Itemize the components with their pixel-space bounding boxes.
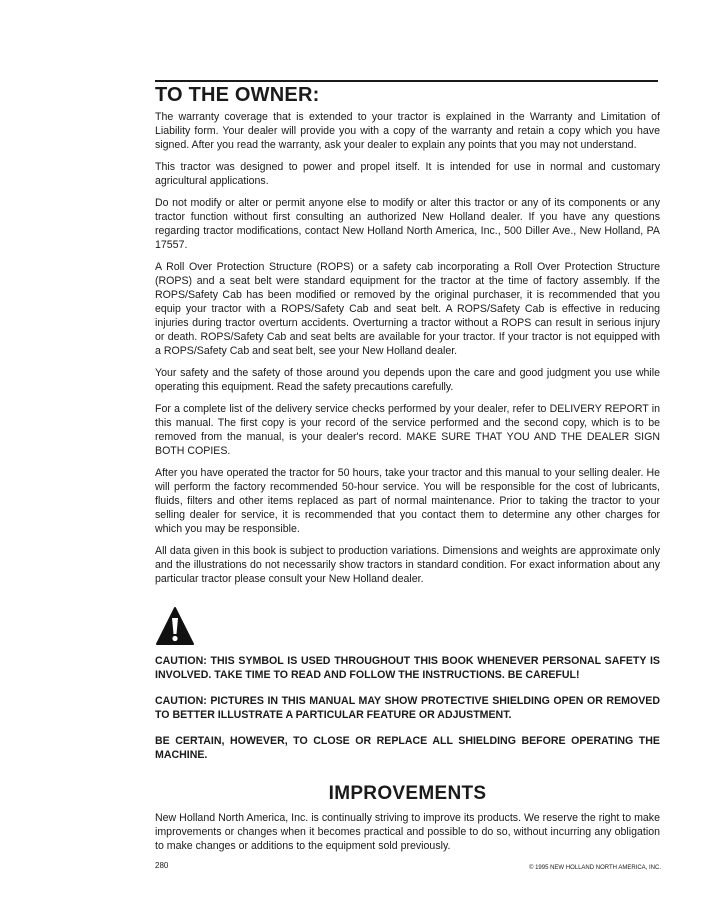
improvements-heading: IMPROVEMENTS xyxy=(328,783,487,804)
title-rule xyxy=(155,80,658,82)
paragraph-design: This tractor was designed to power and propel itself. It is intended for use in normal and customary agricultural applications. xyxy=(155,161,660,187)
paragraph-data: All data given in this book is subject to production variations. Dimensions and weights are approximate only and the illustrations do not necessarily show tractors in standard condition. For exact information about any particular tractor please consult your New Holland dealer. xyxy=(155,545,660,585)
caution-symbol-text: CAUTION: THIS SYMBOL IS USED THROUGHOUT THIS BOOK WHENEVER PERSONAL SAFETY IS INVOLVED. TAKE TIME TO READ AND FOLLOW THE INSTRUCTIONS. BE CAREFUL! xyxy=(155,655,660,681)
paragraph-50-hour: After you have operated the tractor for 50 hours, take your tractor and this manual to your selling dealer. He will perform the factory recommended 50-hour service. You will be responsible for the cost of lubricants, fluids, filters and other items replaced as part of normal maintenance. Prior to taking the tractor to your selling dealer for service, it is recommended that you contact them to determine any other charges for which you may be responsible. xyxy=(155,467,660,535)
owner-section xyxy=(155,110,660,594)
paragraph-warranty: The warranty coverage that is extended to your tractor is explained in the Warranty and Limitation of Liability form. Your dealer will provide you with a copy of the warranty and retain a copy which you have signed. After you read the warranty, ask your dealer to explain any points that you may not understand. xyxy=(155,111,660,151)
caution-close-shielding-text: BE CERTAIN, HOWEVER, TO CLOSE OR REPLACE ALL SHIELDING BEFORE OPERATING THE MACHINE. xyxy=(155,735,660,761)
page-number: 280 xyxy=(155,861,169,870)
paragraph-delivery: For a complete list of the delivery service checks performed by your dealer, refer to DELIVERY REPORT in this manual. The first copy is your record of the service performed and the second copy, which is to be removed from the manual, is your dealer's record. MAKE SURE THAT YOU AND THE DEALER SIGN BOTH COPIES. xyxy=(155,403,660,457)
caution-shielding-text: CAUTION: PICTURES IN THIS MANUAL MAY SHOW PROTECTIVE SHIELDING OPEN OR REMOVED TO BETTER ILLUSTRATE A PARTICULAR FEATURE OR ADJUSTMENT. xyxy=(155,695,660,721)
paragraph-safety: Your safety and the safety of those around you depends upon the care and good judgment you use while operating this equipment. Read the safety precautions carefully. xyxy=(155,367,660,393)
improvements-text: New Holland North America, Inc. is continually striving to improve its products. We reserve the right to make improvements or changes when it becomes practical and possible to do so, without incurring any obligation to make changes or additions to the equipment sold previously. xyxy=(155,812,660,852)
page-title: TO THE OWNER: xyxy=(155,84,320,106)
caution-icon xyxy=(155,606,195,646)
caution-section xyxy=(155,654,660,774)
copyright-notice: © 1995 NEW HOLLAND NORTH AMERICA, INC. xyxy=(528,865,661,871)
paragraph-rops: A Roll Over Protection Structure (ROPS) or a safety cab incorporating a Roll Over Protection Structure (ROPS) and a seat belt were standard equipment for the tractor at the time of factory assembly. If the ROPS/Safety Cab has been modified or removed by the original purchaser, it is recommended that you equip your tractor with a ROPS/Safety Cab and seat belt. A ROPS/Safety Cab is effective in reducing injuries during tractor overturn accidents. Overturning a tractor without a ROPS can result in serious injury or death. ROPS/Safety Cab and seat belts are available for your tractor. If your tractor is not equipped with a ROPS/Safety Cab and seat belt, see your New Holland dealer. xyxy=(155,261,660,357)
paragraph-modifications: Do not modify or alter or permit anyone else to modify or alter this tractor or any of its components or any tractor function without first consulting an authorized New Holland dealer. If you have any questions regarding tractor modifications, contact New Holland North America, Inc., 500 Diller Ave., New Holland, PA 17557. xyxy=(155,197,660,251)
